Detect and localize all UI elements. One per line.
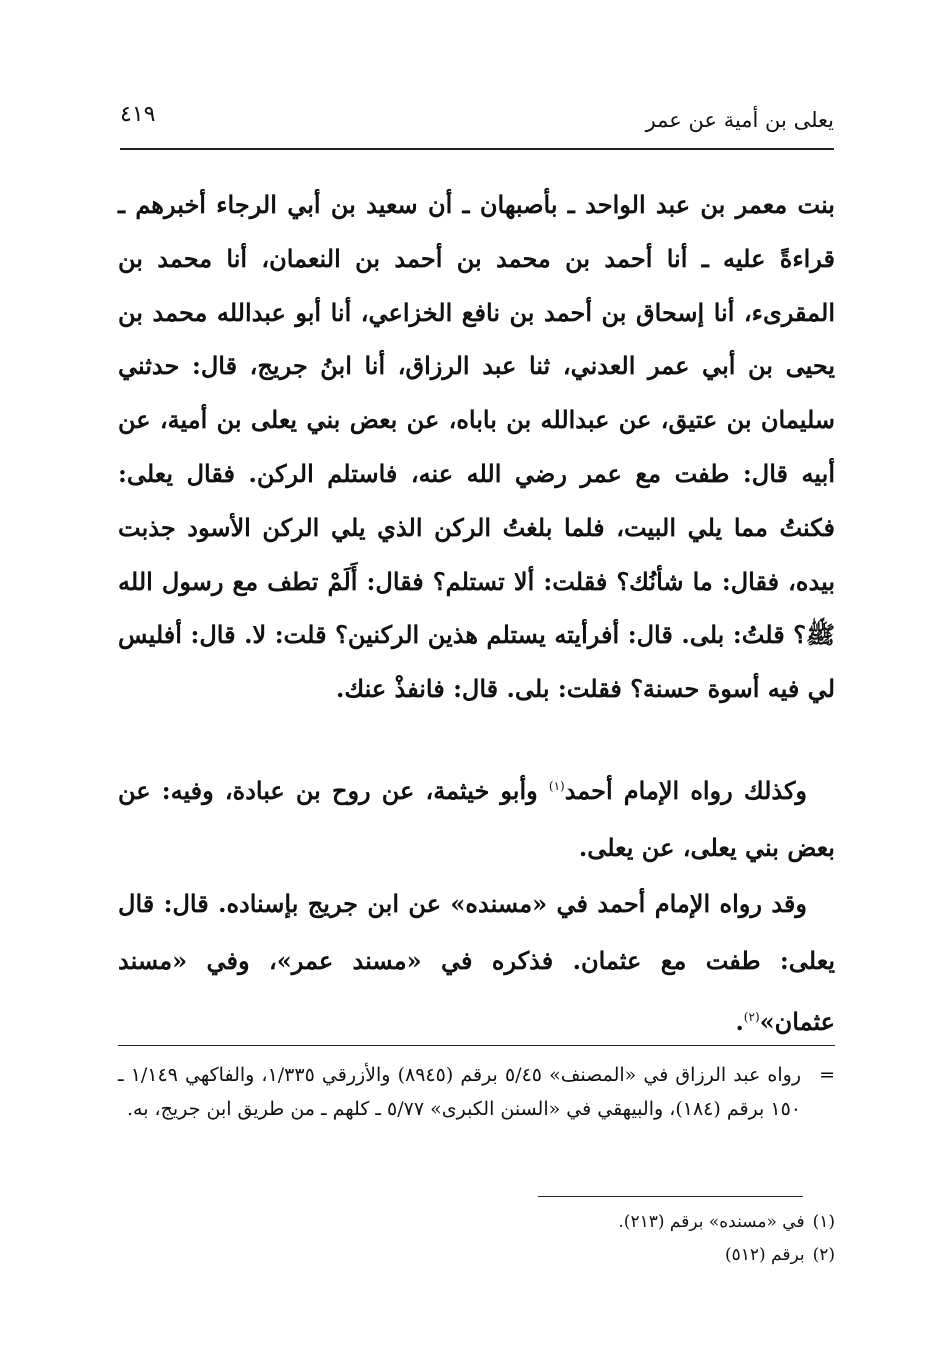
footnote-separator-short [538,1196,803,1197]
footnote-2 [118,1239,835,1272]
continued-footnote-text: رواه عبد الرزاق في «المصنف» ٥/٤٥ برقم (٨٩٤٥) والأزرقي ١/٣٣٥، والفاكهي ١/١٤٩ ـ ١٥٠ برقم (١٨٤)، والبيهقي في «السنن الكبرى» ٥/٧٧ ـ كلهم ـ من طريق ابن جريج، به. [118,1064,802,1120]
footnote-separator-long [118,1045,835,1046]
footnote-2-number: (٢) [812,1245,835,1265]
footnote-2-text: برقم (٥١٢) [724,1245,805,1265]
page-number: ٤١٩ [120,102,156,127]
continuation-mark: = [819,1064,835,1086]
paragraph-2-text-a: وكذلك رواه الإمام أحمد [564,776,808,805]
footnote-ref-1: (١) [548,779,565,793]
running-title: يعلى بن أمية عن عمر [645,108,834,132]
paragraph-2-text-b: وأبو خيثمة، عن روح بن عبادة، وفيه: عن بعض بني يعلى، عن يعلى. [118,776,835,862]
footnotes [118,1206,835,1272]
footnote-1-text: في «مسنده» برقم (٢١٣). [618,1212,805,1232]
footnote-ref-2: (٢) [743,1010,760,1024]
paragraph-3-text-b: . [735,1007,744,1036]
header-rule [120,148,834,150]
paragraph-3 [118,875,835,1050]
paragraph-1 [118,178,835,716]
continued-footnote [118,1058,835,1126]
paragraph-3-text-a: وقد رواه الإمام أحمد في «مسنده» عن ابن جريج بإسناده. قال: قال يعلى: طفت مع عثمان. فذكره في «مسند عمر»، وفي «مسند عثمان» [118,889,835,1036]
paragraph-3-text [118,875,835,1050]
footnote-1 [118,1206,835,1239]
paragraph-1-text: بنت معمر بن عبد الواحد ـ بأصبهان ـ أن سعيد بن أبي الرجاء أخبرهم ـ قراءةً عليه ـ أنا أحمد بن محمد بن أحمد بن النعمان، أنا محمد بن المقرىء، أنا إسحاق بن أحمد بن نافع الخزاعي، أنا أبو عبدالله محمد بن يحيى بن أبي عمر العدني، ثنا عبد الرزاق، أنا ابنُ جريج، قال: حدثني سليمان بن عتيق، عن عبدالله بن باباه، عن بعض بني يعلى بن أمية، عن أبيه قال: طفت مع عمر رضي الله عنه، فاستلم الركن. فقال يعلى: فكنتُ مما يلي البيت، فلما بلغتُ الركن الذي يلي الركن الأسود جذبت بيده، فقال: ما شأنُك؟ فقلت: ألا تستلم؟ فقال: أَلَمْ تطف مع رسول الله ﷺ؟ قلتُ: بلى. قال: أفرأيته يستلم هذين الركنين؟ قلت: لا. قال: أفليس لي فيه أسوة حسنة؟ فقلت: بلى. قال: فانفذْ عنك. [118,190,836,704]
running-header [120,100,834,140]
paragraph-2 [118,758,835,876]
paragraph-2-text [118,758,835,876]
footnote-1-number: (١) [812,1212,835,1232]
